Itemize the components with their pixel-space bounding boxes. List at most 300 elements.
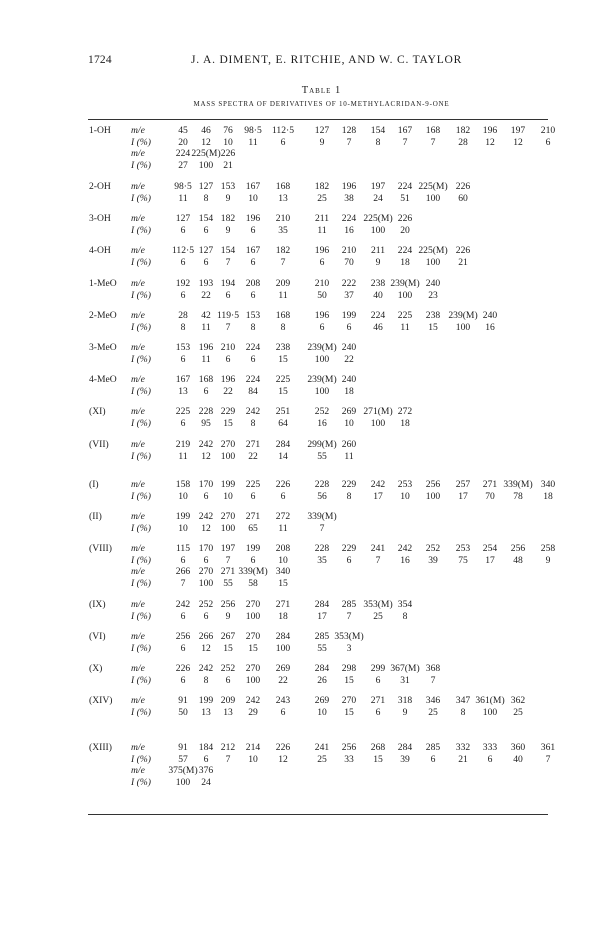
intensity-value: 7 (346, 610, 352, 622)
mz-value: 115 (175, 543, 191, 554)
intensity-label: I (%) (131, 642, 151, 654)
mz-value: 127 (198, 181, 214, 192)
intensity-value: 15 (373, 753, 383, 765)
mz-value: 196 (314, 245, 330, 256)
mz-value: 214 (245, 742, 261, 753)
intensity-value: 8 (460, 706, 466, 718)
mz-value: 354 (397, 599, 413, 610)
mz-value: 210 (314, 278, 330, 289)
intensity-value: 31 (400, 674, 410, 686)
intensity-value: 48 (513, 554, 523, 566)
intensity-value: 46 (373, 321, 383, 333)
intensity-value: 6 (319, 321, 325, 333)
intensity-value: 10 (400, 490, 410, 502)
intensity-value: 100 (220, 522, 236, 534)
mz-value: 239(M) (390, 278, 420, 289)
intensity-value: 57 (178, 753, 188, 765)
mz-value: 199 (175, 511, 191, 522)
intensity-value: 100 (397, 289, 413, 301)
mz-value: 271 (245, 511, 261, 522)
mz-value: 225 (175, 406, 191, 417)
intensity-value: 12 (278, 753, 288, 765)
mz-label: m/e (131, 406, 145, 417)
intensity-value: 9 (225, 224, 231, 236)
intensity-value: 9 (225, 192, 231, 204)
mz-value: 339(M) (238, 566, 268, 578)
intensity-value: 12 (201, 642, 211, 654)
mz-value: 226 (275, 742, 291, 753)
mz-value: 271 (275, 599, 291, 610)
intensity-label: I (%) (131, 385, 151, 397)
mz-value: 222 (341, 278, 357, 289)
intensity-value: 6 (203, 385, 209, 397)
intensity-value: 14 (278, 450, 288, 462)
mz-value: 211 (370, 245, 386, 256)
intensity-value: 25 (317, 192, 327, 204)
intensity-value: 10 (317, 706, 327, 718)
mz-value: 269 (275, 663, 291, 674)
mz-value: 240 (341, 374, 357, 385)
intensity-value: 7 (545, 753, 551, 765)
intensity-value: 100 (425, 256, 441, 268)
mz-value: 224 (341, 213, 357, 224)
intensity-value: 20 (178, 136, 188, 148)
intensity-value: 7 (430, 674, 436, 686)
mz-value: 229 (220, 406, 236, 417)
intensity-value: 15 (344, 706, 354, 718)
intensity-value: 78 (513, 490, 523, 502)
intensity-row (0, 224, 615, 237)
mz-value: 225 (275, 374, 291, 385)
mz-value: 256 (510, 543, 526, 554)
mz-value: 199 (341, 310, 357, 321)
intensity-value: 55 (317, 450, 327, 462)
mz-value: 375(M) (168, 765, 198, 777)
mz-label: m/e (131, 566, 145, 578)
intensity-value: 6 (180, 289, 186, 301)
mz-value: 219 (175, 439, 191, 450)
mz-value: 285 (425, 742, 441, 753)
intensity-value: 6 (545, 136, 551, 148)
mz-value: 272 (275, 511, 291, 522)
intensity-value: 7 (346, 136, 352, 148)
mz-value: 284 (275, 631, 291, 642)
mz-value: 158 (175, 479, 191, 490)
intensity-value: 100 (482, 706, 498, 718)
mz-value: 240 (341, 342, 357, 353)
mz-value: 254 (482, 543, 498, 554)
mz-label: m/e (131, 765, 145, 777)
mz-value: 168 (275, 310, 291, 321)
intensity-value: 51 (400, 192, 410, 204)
intensity-value: 6 (203, 490, 209, 502)
mz-value: 225 (397, 310, 413, 321)
intensity-value: 13 (278, 192, 288, 204)
mz-label: m/e (131, 439, 145, 450)
intensity-value: 100 (314, 385, 330, 397)
intensity-value: 100 (314, 353, 330, 365)
intensity-value: 6 (250, 289, 256, 301)
mz-value: 210 (540, 125, 556, 136)
mz-value: 225(M) (363, 213, 393, 224)
mz-value: 257 (455, 479, 471, 490)
mz-value: 196 (482, 125, 498, 136)
intensity-value: 11 (201, 321, 211, 333)
mz-value: 284 (314, 663, 330, 674)
mz-value: 267 (220, 631, 236, 642)
mz-value: 154 (198, 213, 214, 224)
table-top-rule (88, 119, 548, 120)
intensity-value: 17 (317, 610, 327, 622)
compound-label: 1-MeO (89, 278, 117, 289)
mz-value: 182 (314, 181, 330, 192)
mz-value: 229 (341, 543, 357, 554)
intensity-row (0, 289, 615, 302)
mz-value: 210 (275, 213, 291, 224)
intensity-value: 64 (278, 417, 288, 429)
mz-value: 271 (220, 566, 236, 578)
intensity-label: I (%) (131, 674, 151, 686)
mz-value: 154 (220, 245, 236, 256)
intensity-value: 6 (180, 224, 186, 236)
intensity-row (0, 385, 615, 398)
mz-value: 284 (314, 599, 330, 610)
intensity-value: 70 (485, 490, 495, 502)
intensity-value: 8 (203, 674, 209, 686)
compound-label: (X) (89, 663, 103, 674)
mz-label: m/e (131, 599, 145, 610)
intensity-value: 55 (223, 577, 233, 589)
intensity-value: 13 (223, 706, 233, 718)
intensity-value: 84 (248, 385, 258, 397)
mz-value: 270 (198, 566, 214, 578)
compound-label: (XIII) (89, 742, 112, 753)
mz-value: 241 (370, 543, 386, 554)
intensity-value: 6 (203, 753, 209, 765)
intensity-value: 6 (203, 554, 209, 566)
intensity-value: 8 (375, 136, 381, 148)
mz-value: 210 (341, 245, 357, 256)
mz-value: 252 (425, 543, 441, 554)
mz-value: 226 (175, 663, 191, 674)
intensity-value: 6 (375, 674, 381, 686)
intensity-value: 6 (180, 417, 186, 429)
mz-value: 340 (540, 479, 556, 490)
intensity-label: I (%) (131, 224, 151, 236)
intensity-value: 6 (180, 674, 186, 686)
mz-value: 242 (245, 695, 261, 706)
intensity-label: I (%) (131, 289, 151, 301)
intensity-value: 6 (250, 224, 256, 236)
intensity-value: 100 (198, 159, 214, 171)
intensity-value: 18 (543, 490, 553, 502)
intensity-value: 35 (317, 554, 327, 566)
mz-value: 182 (455, 125, 471, 136)
mz-value: 269 (341, 406, 357, 417)
mz-value: 238 (425, 310, 441, 321)
intensity-label: I (%) (131, 706, 151, 718)
intensity-value: 6 (280, 136, 286, 148)
intensity-row (0, 159, 615, 172)
mz-label: m/e (131, 543, 145, 554)
mz-value: 224 (175, 148, 191, 160)
intensity-value: 100 (455, 321, 471, 333)
intensity-value: 16 (485, 321, 495, 333)
intensity-label: I (%) (131, 490, 151, 502)
mz-value: 256 (425, 479, 441, 490)
intensity-value: 6 (203, 256, 209, 268)
intensity-value: 21 (458, 256, 468, 268)
intensity-label: I (%) (131, 136, 151, 148)
intensity-value: 21 (223, 159, 233, 171)
mz-value: 197 (370, 181, 386, 192)
intensity-value: 23 (428, 289, 438, 301)
intensity-value: 11 (178, 192, 188, 204)
intensity-value: 6 (250, 490, 256, 502)
intensity-value: 18 (278, 610, 288, 622)
intensity-value: 70 (344, 256, 354, 268)
mz-label: m/e (131, 245, 145, 256)
intensity-row (0, 776, 615, 789)
mz-value: 242 (198, 663, 214, 674)
mz-value: 128 (341, 125, 357, 136)
mz-value: 272 (397, 406, 413, 417)
mz-value: 98·5 (174, 181, 192, 192)
mz-value: 197 (510, 125, 526, 136)
intensity-value: 25 (513, 706, 523, 718)
intensity-label: I (%) (131, 417, 151, 429)
mz-value: 76 (223, 125, 233, 136)
intensity-label: I (%) (131, 554, 151, 566)
mz-value: 346 (425, 695, 441, 706)
mz-value: 340 (275, 566, 291, 578)
intensity-row (0, 256, 615, 269)
intensity-value: 15 (278, 353, 288, 365)
mz-value: 168 (198, 374, 214, 385)
intensity-value: 6 (280, 490, 286, 502)
mz-value: 182 (275, 245, 291, 256)
intensity-value: 6 (430, 753, 436, 765)
mz-label: m/e (131, 148, 145, 160)
intensity-value: 18 (400, 256, 410, 268)
mz-value: 361(M) (475, 695, 505, 706)
intensity-value: 6 (225, 353, 231, 365)
intensity-value: 21 (458, 753, 468, 765)
mz-value: 284 (275, 439, 291, 450)
mz-value: 228 (198, 406, 214, 417)
intensity-row (0, 353, 615, 366)
intensity-row (0, 642, 615, 655)
mz-value: 258 (540, 543, 556, 554)
mz-label: m/e (131, 742, 145, 753)
intensity-row (0, 321, 615, 334)
intensity-value: 11 (344, 450, 354, 462)
intensity-value: 8 (250, 321, 256, 333)
intensity-label: I (%) (131, 577, 151, 589)
intensity-value: 8 (280, 321, 286, 333)
intensity-value: 100 (245, 674, 261, 686)
compound-label: 3-OH (89, 213, 111, 224)
compound-label: (VIII) (89, 543, 112, 554)
intensity-value: 15 (344, 674, 354, 686)
mz-value: 153 (175, 342, 191, 353)
mz-label: m/e (131, 663, 145, 674)
intensity-value: 9 (375, 256, 381, 268)
intensity-value: 8 (203, 192, 209, 204)
intensity-value: 10 (223, 490, 233, 502)
compound-label: (XI) (89, 406, 106, 417)
mz-label: m/e (131, 695, 145, 706)
intensity-value: 37 (344, 289, 354, 301)
intensity-value: 100 (425, 490, 441, 502)
intensity-value: 7 (225, 554, 231, 566)
mz-value: 167 (175, 374, 191, 385)
intensity-value: 100 (220, 450, 236, 462)
mz-value: 256 (220, 599, 236, 610)
intensity-value: 100 (275, 642, 291, 654)
table-caption: MASS SPECTRA OF DERIVATIVES OF 10-METHYLACRIDAN-9-ONE (193, 100, 450, 108)
mz-value: 239(M) (307, 374, 337, 385)
mz-value: 251 (275, 406, 291, 417)
intensity-value: 6 (375, 706, 381, 718)
intensity-value: 6 (250, 554, 256, 566)
intensity-value: 10 (278, 554, 288, 566)
intensity-value: 6 (180, 353, 186, 365)
mz-label: m/e (131, 342, 145, 353)
mz-value: 242 (397, 543, 413, 554)
mz-value: 242 (370, 479, 386, 490)
intensity-value: 28 (458, 136, 468, 148)
table-bottom-rule (88, 814, 548, 815)
intensity-value: 13 (201, 706, 211, 718)
mz-value: 256 (175, 631, 191, 642)
intensity-value: 17 (373, 490, 383, 502)
mz-value: 228 (314, 479, 330, 490)
compound-label: 4-OH (89, 245, 111, 256)
mz-value: 196 (341, 181, 357, 192)
intensity-value: 58 (248, 577, 258, 589)
intensity-value: 16 (344, 224, 354, 236)
mz-value: 28 (178, 310, 188, 321)
table-label: Table 1 (301, 85, 342, 96)
mz-value: 347 (455, 695, 471, 706)
mz-value: 225 (245, 479, 261, 490)
intensity-value: 17 (458, 490, 468, 502)
mz-value: 91 (178, 695, 188, 706)
intensity-value: 7 (225, 753, 231, 765)
intensity-value: 15 (223, 642, 233, 654)
mz-label: m/e (131, 374, 145, 385)
intensity-value: 75 (458, 554, 468, 566)
mz-value: 253 (455, 543, 471, 554)
mz-value: 239(M) (307, 342, 337, 353)
intensity-value: 7 (225, 321, 231, 333)
mz-value: 241 (314, 742, 330, 753)
mz-value: 266 (198, 631, 214, 642)
mz-value: 196 (198, 342, 214, 353)
mz-value: 224 (397, 245, 413, 256)
mz-value: 268 (370, 742, 386, 753)
mz-value: 252 (220, 663, 236, 674)
mz-value: 226 (220, 148, 236, 160)
mz-value: 299 (370, 663, 386, 674)
intensity-value: 10 (344, 417, 354, 429)
intensity-value: 25 (428, 706, 438, 718)
mz-value: 339(M) (307, 511, 337, 522)
intensity-row (0, 674, 615, 687)
mz-value: 252 (314, 406, 330, 417)
mz-value: 225(M) (418, 245, 448, 256)
mz-value: 299(M) (307, 439, 337, 450)
mz-value: 119·5 (216, 310, 240, 321)
mz-value: 242 (245, 406, 261, 417)
mz-value: 376 (198, 765, 214, 777)
intensity-value: 7 (430, 136, 436, 148)
mz-value: 209 (220, 695, 236, 706)
intensity-value: 7 (225, 256, 231, 268)
intensity-value: 9 (402, 706, 408, 718)
intensity-value: 15 (248, 642, 258, 654)
intensity-row (0, 706, 615, 719)
intensity-value: 12 (485, 136, 495, 148)
mz-value: 91 (178, 742, 188, 753)
intensity-value: 100 (370, 417, 386, 429)
intensity-value: 38 (344, 192, 354, 204)
mz-value: 271(M) (363, 406, 393, 417)
mz-value: 127 (175, 213, 191, 224)
mz-value: 260 (341, 439, 357, 450)
mz-value: 270 (341, 695, 357, 706)
intensity-value: 100 (370, 224, 386, 236)
mz-value: 184 (198, 742, 214, 753)
mz-value: 46 (201, 125, 211, 136)
intensity-value: 100 (175, 776, 191, 788)
intensity-value: 16 (400, 554, 410, 566)
intensity-row (0, 577, 615, 590)
intensity-value: 24 (201, 776, 211, 788)
intensity-label: I (%) (131, 522, 151, 534)
mz-value: 242 (175, 599, 191, 610)
mz-value: 361 (540, 742, 556, 753)
mz-value: 226 (275, 479, 291, 490)
compound-label: 4-MeO (89, 374, 117, 385)
intensity-value: 11 (201, 353, 211, 365)
intensity-value: 11 (278, 289, 288, 301)
mz-value: 112·5 (171, 245, 195, 256)
intensity-value: 3 (346, 642, 352, 654)
compound-label: (XIV) (89, 695, 113, 706)
compound-label: (II) (89, 511, 102, 522)
mz-value: 298 (341, 663, 357, 674)
intensity-label: I (%) (131, 776, 151, 788)
intensity-row (0, 490, 615, 503)
mz-value: 339(M) (503, 479, 533, 490)
intensity-value: 7 (280, 256, 286, 268)
intensity-value: 22 (201, 289, 211, 301)
mz-value: 167 (245, 181, 261, 192)
mz-value: 270 (245, 631, 261, 642)
compound-label: 1-OH (89, 125, 111, 136)
compound-label: (I) (89, 479, 99, 490)
mz-value: 45 (178, 125, 188, 136)
mz-value: 238 (370, 278, 386, 289)
mz-value: 240 (482, 310, 498, 321)
intensity-value: 13 (178, 385, 188, 397)
mz-value: 226 (455, 181, 471, 192)
mz-value: 182 (220, 213, 236, 224)
intensity-value: 6 (346, 321, 352, 333)
intensity-value: 7 (180, 577, 186, 589)
